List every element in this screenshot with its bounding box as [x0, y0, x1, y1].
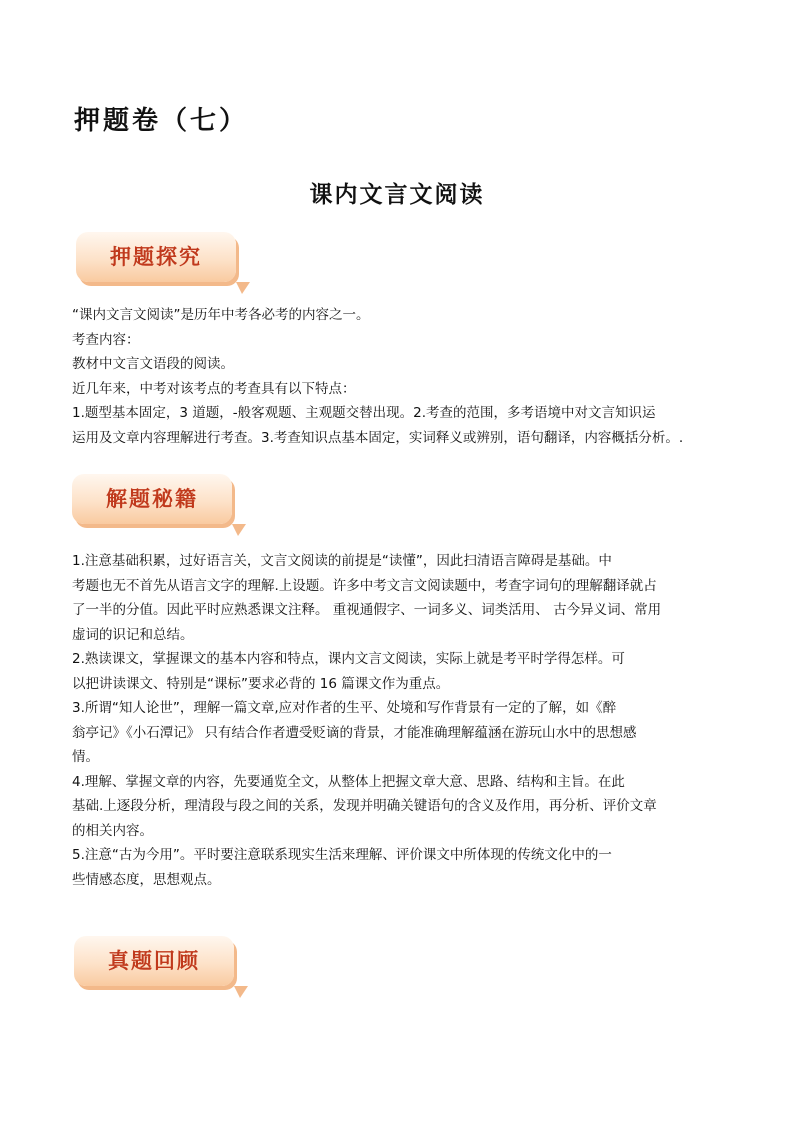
text-line: 考查内容：: [72, 331, 140, 348]
text-line: 4.理解、掌握文章的内容，先要通览全文，从整体上把握文章大意、思路、结构和主旨。在此: [72, 773, 625, 790]
text-line: 了一半的分值。因此平时应熟悉课文注释。 重视通假字、一词多义、词类活用、 古今异义词、常用: [72, 602, 662, 618]
text-line: 基础.上逐段分析，理清段与段之间的关系，发现并明确关键语句的含义及作用，再分析、评价文章: [72, 798, 657, 814]
text-line: 1.题型基本固定，3 道题，-般客观题、主观题交替出现。2.考查的范围，多考语境中对文言知识运: [72, 405, 656, 421]
text-line: 以把讲读课文、特别是“课标”要求必背的 16 篇课文作为重点。: [72, 675, 450, 692]
text-line: 的相关内容。: [72, 822, 153, 839]
banner-tail-icon: [236, 282, 250, 296]
tips-paragraph: [72, 549, 732, 892]
text-line: 近几年来，中考对该考点的考查具有以下特点：: [72, 380, 356, 397]
section-banner-explore: [76, 232, 246, 296]
banner-label: 解题秘籍: [106, 487, 198, 511]
banner-label: 押题探究: [110, 245, 202, 269]
text-line: 情。: [72, 749, 99, 765]
text-line: 2.熟读课文，掌握课文的基本内容和特点，课内文言文阅读，实际上就是考平时学得怎样。可: [72, 651, 625, 667]
text-line: 5.注意“古为今用”。平时要注意联系现实生活来理解、评价课文中所体现的传统文化中的一: [72, 847, 612, 863]
text-line: 翁亭记》《小石潭记》 只有结合作者遭受贬谪的背景，才能准确理解蕴涵在游玩山水中的思想感: [72, 724, 637, 741]
banner-tail-icon: [232, 524, 246, 538]
section-banner-tips: [72, 474, 242, 538]
banner-tail-icon: [234, 986, 248, 1000]
text-line: 考题也无不首先从语言文字的理解.上设题。许多中考文言文阅读题中，考查字词句的理解翻译就占: [72, 577, 657, 594]
text-line: 运用及文章内容理解进行考查。3.考查知识点基本固定，实词释义或辨别，语句翻译，内容概括分析。.: [72, 429, 684, 446]
text-line: 虚词的识记和总结。: [72, 626, 194, 643]
page-tag: 押题卷（七）: [74, 106, 249, 136]
text-line: 教材中文言文语段的阅读。: [72, 356, 234, 372]
page-title: 课内文言文阅读: [309, 181, 485, 208]
text-line: 1.注意基础积累，过好语言关，文言文阅读的前提是“读懂”，因此扫清语言障碍是基础。中: [72, 553, 612, 569]
section-banner-review: [74, 936, 244, 1000]
text-line: 3.所谓“知人论世”，理解一篇文章,应对作者的生平、处境和写作背景有一定的了解，如《醉: [72, 700, 617, 716]
explore-paragraph: [72, 303, 732, 450]
text-line: “课内文言文阅读”是历年中考各必考的内容之一。: [72, 307, 370, 323]
text-line: 些情感态度，思想观点。: [72, 871, 221, 888]
banner-label: 真题回顾: [108, 949, 200, 973]
